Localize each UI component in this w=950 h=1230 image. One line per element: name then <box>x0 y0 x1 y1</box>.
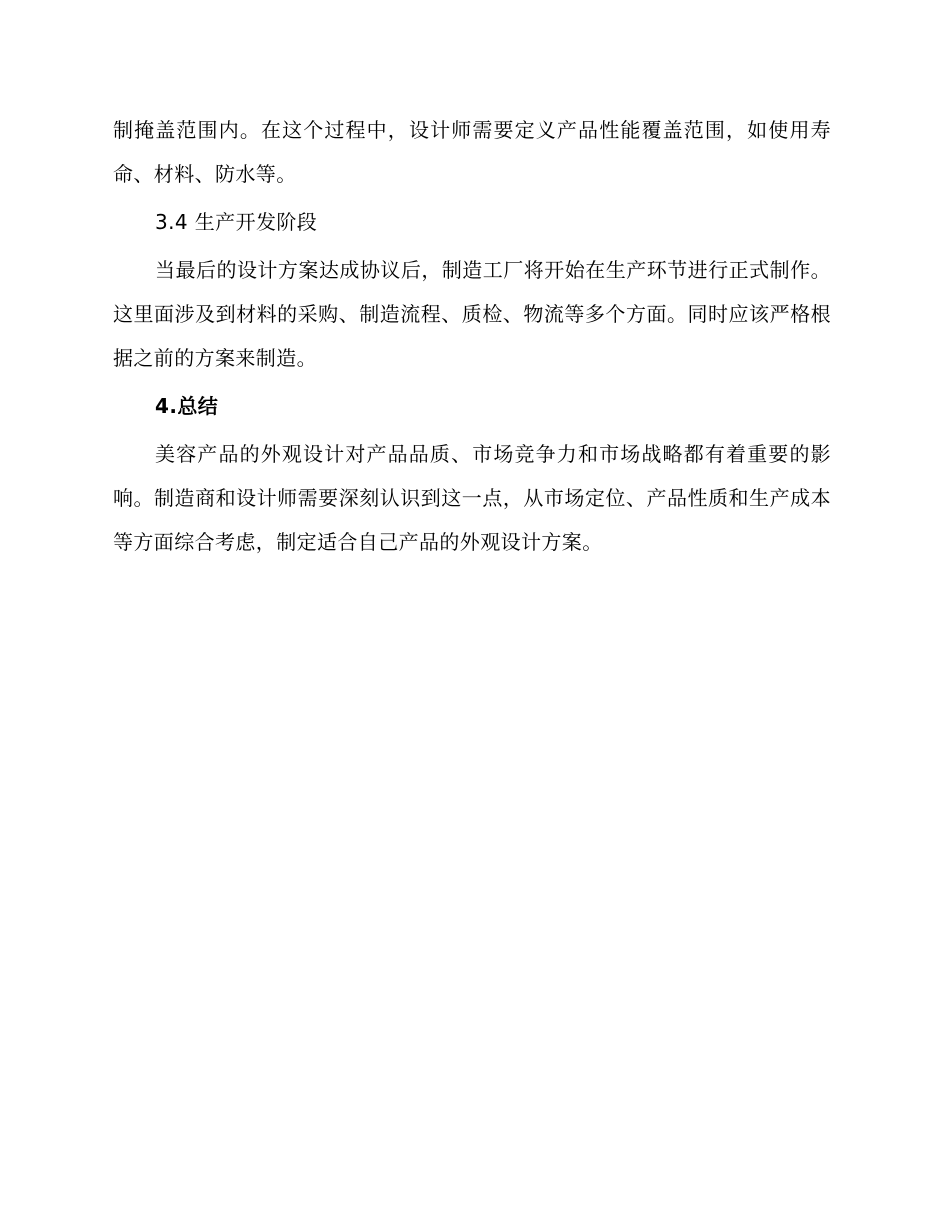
section-4-paragraph: 美容产品的外观设计对产品品质、市场竞争力和市场战略都有着重要的影响。制造商和设计师需要深刻认识到这一点，从市场定位、产品性质和生产成本等方面综合考虑，制定适合自己产品的外观设计方案。 <box>113 442 831 554</box>
section-4-heading: 4.总结 <box>155 394 219 418</box>
document-body <box>113 108 831 564</box>
section-3-4-heading: 3.4 生产开发阶段 <box>155 210 318 234</box>
section-3-4-paragraph: 当最后的设计方案达成协议后，制造工厂将开始在生产环节进行正式制作。这里面涉及到材料的采购、制造流程、质检、物流等多个方面。同时应该严格根据之前的方案来制造。 <box>113 258 831 370</box>
paragraph-continuation: 制掩盖范围内。在这个过程中，设计师需要定义产品性能覆盖范围，如使用寿命、材料、防水等。 <box>113 118 831 186</box>
